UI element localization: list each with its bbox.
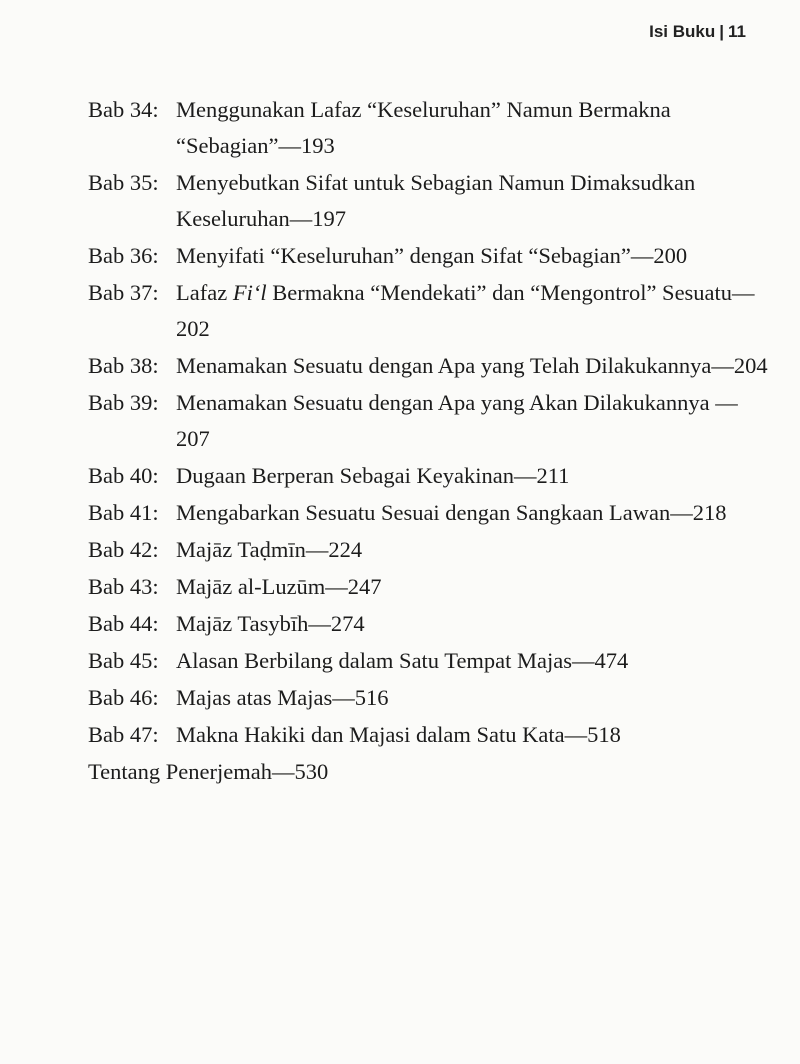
chapter-title: Majāz Taḍmīn—224	[176, 537, 363, 562]
chapter-number: Bab 43:	[88, 574, 159, 599]
chapter-title: Mengabarkan Sesuatu Sesuai dengan Sangkaan Lawan—218	[176, 500, 727, 525]
chapter-title: Majāz Tasybīh—274	[176, 611, 365, 636]
chapter-title: Majāz al-Luzūm—247	[176, 574, 382, 599]
toc-entry	[88, 680, 768, 716]
toc-entry	[88, 275, 768, 347]
chapter-number: Bab 44:	[88, 611, 159, 636]
toc-entry	[88, 606, 768, 642]
translator-entry: Tentang Penerjemah—530	[88, 759, 329, 784]
toc-entry-translator	[88, 754, 768, 790]
chapter-number: Bab 41:	[88, 500, 159, 525]
chapter-title	[176, 275, 768, 347]
toc-entry	[88, 348, 768, 384]
chapter-title: Menamakan Sesuatu dengan Apa yang Telah Dilakukannya—204	[176, 353, 768, 378]
toc-entry	[88, 238, 768, 274]
chapter-number: Bab 47:	[88, 722, 159, 747]
header-section: Isi Buku	[649, 22, 716, 41]
chapter-number: Bab 42:	[88, 537, 159, 562]
chapter-title: Menggunakan Lafaz “Keseluruhan” Namun Bermakna “Sebagian”—193	[176, 97, 671, 158]
toc-entry	[88, 385, 768, 457]
chapter-number: Bab 38:	[88, 353, 159, 378]
chapter-number: Bab 45:	[88, 648, 159, 673]
chapter-number: Bab 34:	[88, 97, 159, 122]
header-separator: |	[719, 22, 725, 41]
chapter-number: Bab 37:	[88, 280, 159, 305]
chapter-number: Bab 40:	[88, 463, 159, 488]
chapter-number: Bab 46:	[88, 685, 159, 710]
table-of-contents	[88, 92, 768, 791]
chapter-title: Makna Hakiki dan Majasi dalam Satu Kata—518	[176, 722, 621, 747]
toc-entry	[88, 495, 768, 531]
chapter-number: Bab 36:	[88, 243, 159, 268]
chapter-title: Majas atas Majas—516	[176, 685, 389, 710]
toc-entry	[88, 458, 768, 494]
page-number: 11	[728, 22, 746, 41]
chapter-title-pre: Lafaz	[176, 280, 233, 305]
chapter-title: Dugaan Berperan Sebagai Keyakinan—211	[176, 463, 570, 488]
toc-entry	[88, 165, 768, 237]
chapter-number: Bab 39:	[88, 390, 159, 415]
running-header	[649, 22, 746, 42]
chapter-title-post: Bermakna “Mendekati” dan “Mengontrol” Sesuatu—202	[176, 280, 755, 341]
chapter-title-italic: Fi‘l	[232, 280, 267, 305]
toc-entry	[88, 92, 768, 164]
chapter-title: Menyifati “Keseluruhan” dengan Sifat “Sebagian”—200	[176, 243, 688, 268]
chapter-title: Alasan Berbilang dalam Satu Tempat Majas—474	[176, 648, 629, 673]
chapter-title: Menyebutkan Sifat untuk Sebagian Namun Dimaksudkan Keseluruhan—197	[176, 170, 696, 231]
toc-entry	[88, 643, 768, 679]
chapter-title: Menamakan Sesuatu dengan Apa yang Akan Dilakukannya —207	[176, 390, 738, 451]
toc-entry	[88, 717, 768, 753]
toc-entry	[88, 569, 768, 605]
chapter-number: Bab 35:	[88, 170, 159, 195]
toc-entry	[88, 532, 768, 568]
